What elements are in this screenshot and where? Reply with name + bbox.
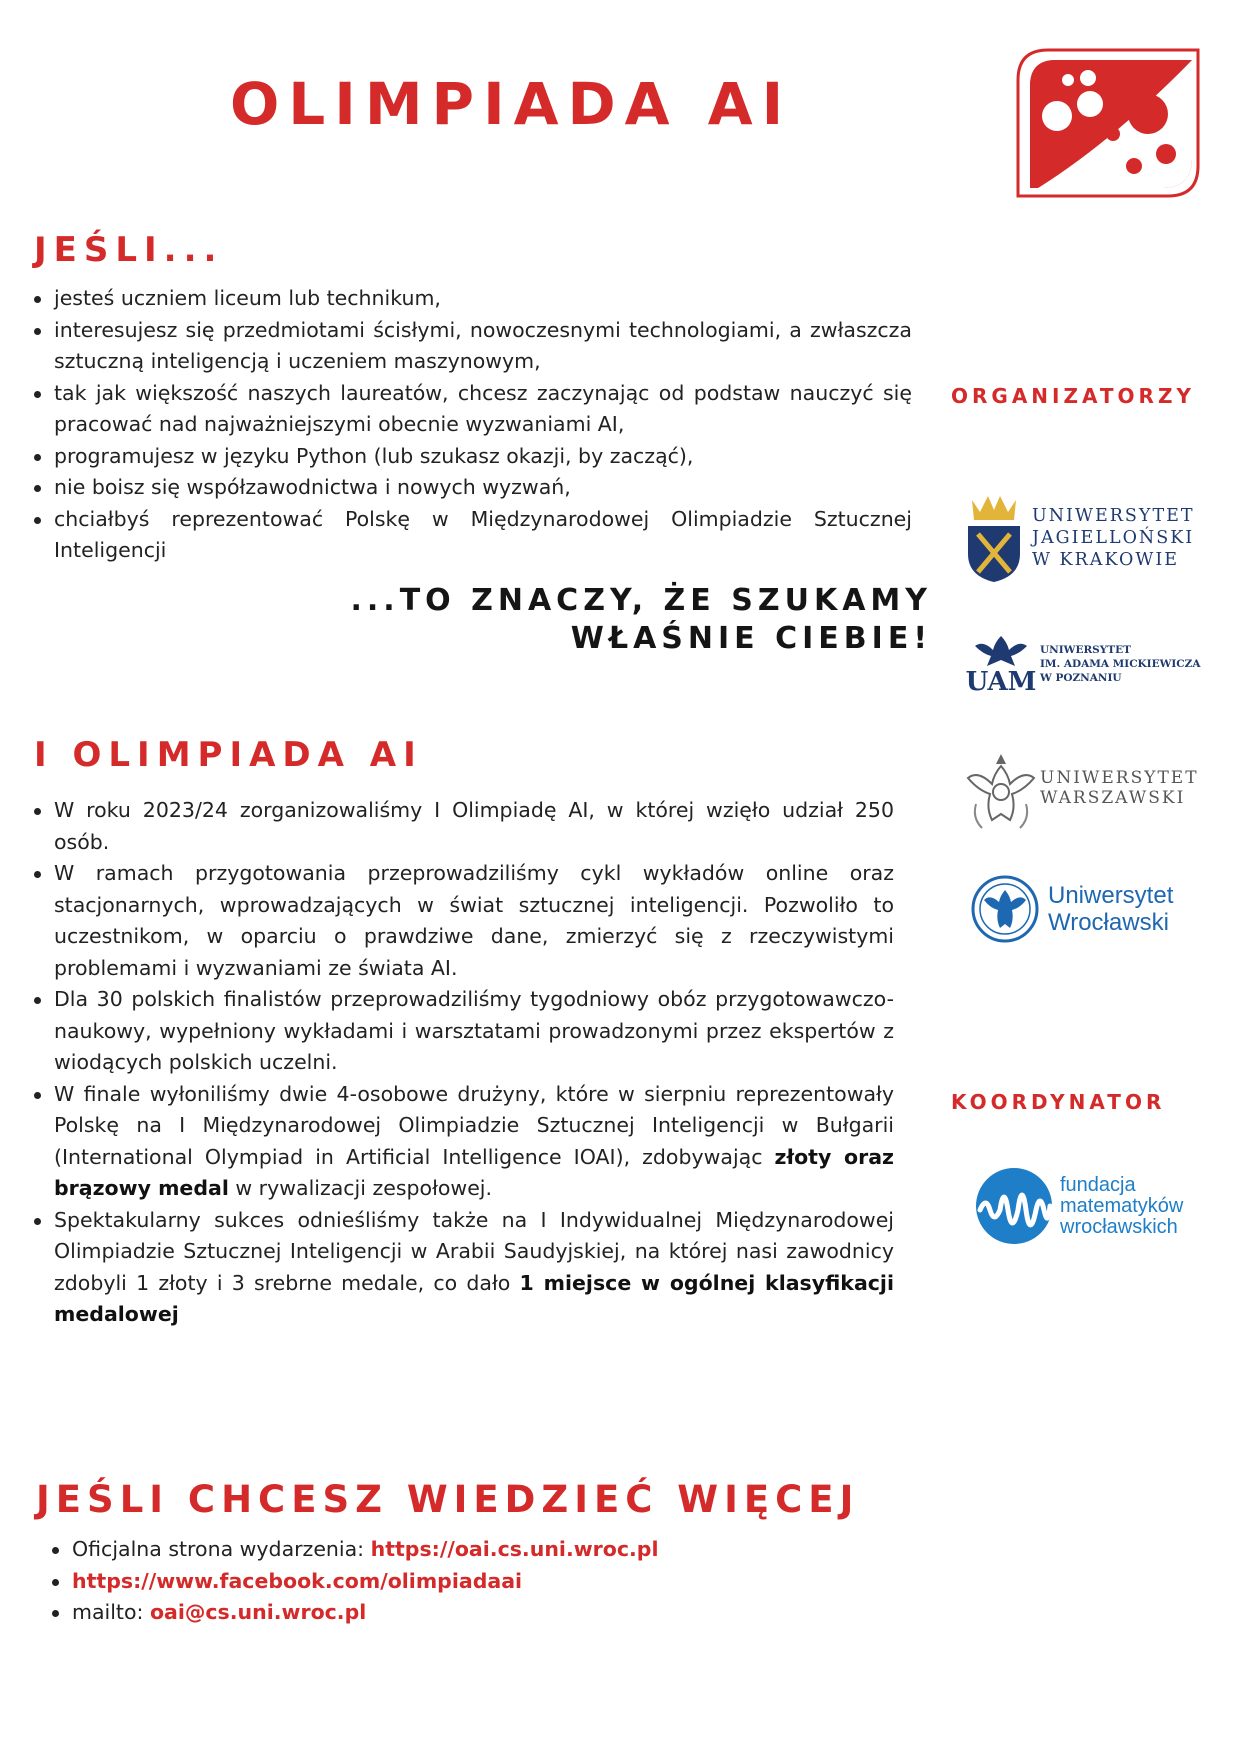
list-item: jesteś uczniem liceum lub technikum, (32, 283, 912, 315)
uw-eagle-icon (966, 744, 1036, 832)
uwr-logo (970, 874, 1173, 944)
list-item (50, 1534, 810, 1566)
uam-logo (965, 632, 1201, 697)
fmw-line: fundacja (1060, 1173, 1136, 1196)
list-item: Dla 30 polskich finalistów przeprowadziliśmy tygodniowy obóz przygotowawczo-naukowy, wypełniony wykładami i warsztatami prowadzonymi przez ekspertów z wiodących polskich uczelni. (32, 984, 894, 1079)
email-link[interactable]: oai@cs.uni.wroc.pl (149, 1600, 367, 1624)
list-item (32, 1079, 894, 1205)
uwr-line: Wrocławski (1048, 909, 1169, 936)
item-text: W finale wyłoniliśmy dwie 4-osobowe drużyny, które w sierpniu reprezentowały Polskę na I Międzynarodowej Olimpiadzie Sztucznej Inteligencji w Bułgarii (International Olympiad in Artificial Intelligence IOAI), zdobywając (54, 1081, 894, 1169)
organizers-heading: ORGANIZATORZY (951, 384, 1195, 408)
list-item: programujesz w języku Python (lub szukasz okazji, by zacząć), (32, 441, 912, 473)
fmw-line: matematyków (1060, 1194, 1184, 1217)
uj-line: UNIWERSYTET (1032, 506, 1195, 526)
link-label: mailto: (72, 1600, 150, 1624)
item-text: w rywalizacji zespołowej. (228, 1176, 493, 1200)
achievements-list (32, 795, 894, 1331)
list-item: W ramach przygotowania przeprowadziliśmy cykl wykładów online oraz stacjonarnych, wprowadzających w świat sztucznej inteligencji. Pozwoliło to uczestnikom, w oparciu o prawdziwe dane, zmierzyć się z rzeczywistymi problemami i wyzwaniami ze świata AI. (32, 858, 894, 984)
uw-logo (966, 744, 1199, 832)
links-list (50, 1534, 810, 1629)
list-item (32, 1205, 894, 1331)
page-title: OLIMPIADA AI (230, 70, 793, 138)
uwr-line: Uniwersytet (1048, 882, 1174, 909)
uj-crest-icon (966, 492, 1022, 584)
item-bold-text: złoty oraz brązowy medal (54, 1144, 894, 1200)
tagline-line-2: WŁAŚNIE CIEBIE! (570, 621, 932, 656)
tagline-line-1: ...TO ZNACZY, ŻE SZUKAMY (350, 583, 932, 618)
uw-line: UNIWERSYTET (1040, 768, 1199, 788)
uj-logo (966, 492, 1195, 584)
coordinator-heading: KOORDYNATOR (951, 1090, 1166, 1114)
fmw-line: wrocławskich (1060, 1215, 1178, 1238)
eligibility-list (32, 283, 912, 567)
item-text: Spektakularny sukces odnieśliśmy także na I Indywidualnej Międzynarodowej Olimpiadzie Sztucznej Inteligencji w Arabii Saudyjskiej, na której nasi zawodnicy zdobyli 1 złoty i 3 srebrne medale, co dało (54, 1207, 894, 1295)
website-link[interactable]: https://oai.cs.uni.wroc.pl (370, 1537, 659, 1561)
section-heading-more-info: JEŚLI CHCESZ WIEDZIEĆ WIĘCEJ (36, 1478, 860, 1521)
uam-line: W POZNANIU (1040, 672, 1122, 684)
uwr-crest-icon (970, 874, 1040, 944)
fmw-logo (974, 1166, 1183, 1246)
section-heading-jesli: JEŚLI... (34, 230, 224, 270)
link-label: Oficjalna strona wydarzenia: (72, 1537, 371, 1561)
olimpiada-logo-icon (1010, 46, 1202, 200)
list-item: interesujesz się przedmiotami ścisłymi, nowoczesnymi technologiami, a zwłaszcza sztuczną inteligencją i uczeniem maszynowym, (32, 315, 912, 378)
list-item (50, 1566, 810, 1598)
section-heading-olimpiada: I OLIMPIADA AI (34, 735, 423, 775)
list-item: chciałbyś reprezentować Polskę w Międzynarodowej Olimpiadzie Sztucznej Inteligencji (32, 504, 912, 567)
uam-line: UNIWERSYTET (1040, 644, 1131, 656)
wave-icon (974, 1166, 1054, 1246)
uam-monogram: UAM (965, 667, 1037, 697)
list-item: tak jak większość naszych laureatów, chcesz zaczynając od podstaw nauczyć się pracować nad najważniejszymi obecnie wyzwaniami AI, (32, 378, 912, 441)
uj-line: JAGIELLOŃSKI (1032, 528, 1195, 548)
eagle-icon (973, 632, 1029, 668)
uw-line: WARSZAWSKI (1040, 788, 1186, 808)
list-item: W roku 2023/24 zorganizowaliśmy I Olimpiadę AI, w której wzięło udział 250 osób. (32, 795, 894, 858)
facebook-link[interactable]: https://www.facebook.com/olimpiadaai (72, 1568, 523, 1593)
tagline (240, 582, 932, 658)
list-item (50, 1597, 810, 1629)
uj-line: W KRAKOWIE (1032, 550, 1180, 570)
item-bold-text: 1 miejsce w ogólnej klasyfikacji medalowej (54, 1270, 894, 1326)
list-item: nie boisz się współzawodnictwa i nowych wyzwań, (32, 472, 912, 504)
uam-line: IM. ADAMA MICKIEWICZA (1040, 658, 1201, 670)
